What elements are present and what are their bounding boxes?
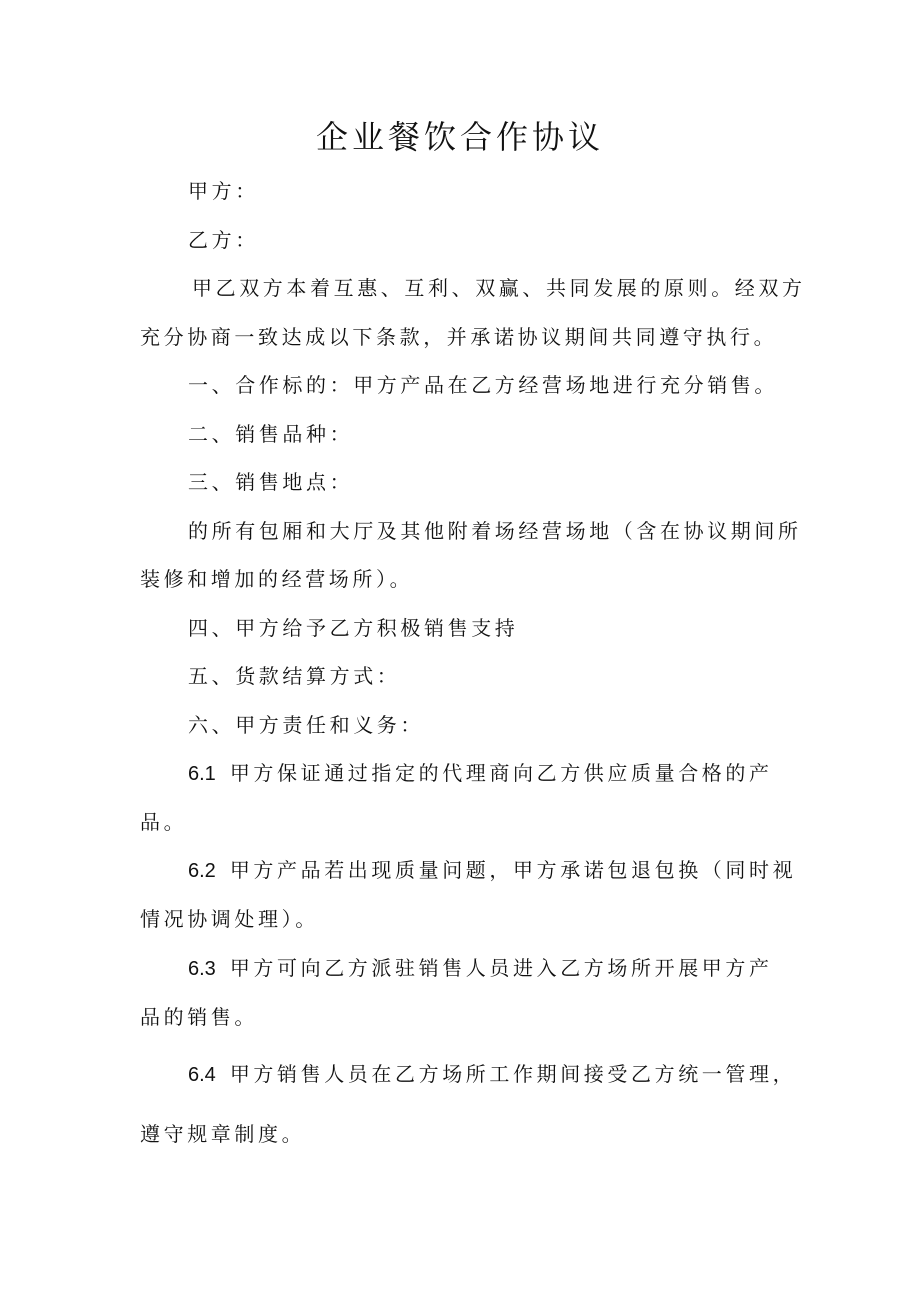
item-6-4-line-1: [188, 1059, 796, 1090]
item-6-1-line-1: [188, 758, 773, 789]
clause-3-detail-line-2: 装修和增加的经营场所）。: [140, 567, 414, 591]
item-text: 甲方可向乙方派驻销售人员进入乙方场所开展甲方产: [229, 956, 773, 980]
item-text: 甲方销售人员在乙方场所工作期间接受乙方统一管理，: [229, 1062, 797, 1086]
item-6-4-line-2: 遵守规章制度。: [140, 1122, 306, 1146]
document-title: 企业餐饮合作协议: [315, 118, 604, 156]
item-6-3-line-2: 品的销售。: [140, 1005, 258, 1029]
item-number: 6.2: [188, 860, 216, 882]
item-number: 6.3: [188, 958, 216, 980]
clause-3: 三、销售地点：: [188, 470, 354, 494]
clause-1: 一、合作标的：甲方产品在乙方经营场地进行充分销售。: [188, 373, 778, 397]
party-b-label: 乙方：: [188, 228, 259, 252]
clause-4: 四、甲方给予乙方积极销售支持: [188, 616, 519, 640]
intro-line-1: 甲乙双方本着互惠、互利、双赢、共同发展的原则。经双方: [192, 276, 806, 300]
item-text: 甲方产品若出现质量问题，甲方承诺包退包换（同时视: [229, 858, 797, 882]
item-6-2-line-1: [188, 855, 796, 886]
item-6-1-line-2: 品。: [140, 810, 188, 834]
item-6-3-line-1: [188, 953, 773, 984]
clause-3-detail-line-1: 的所有包厢和大厅及其他附着场经营场地（含在协议期间所: [188, 519, 802, 543]
item-6-2-line-2: 情况协调处理）。: [140, 907, 319, 931]
clause-2: 二、销售品种：: [188, 422, 354, 446]
item-text: 甲方保证通过指定的代理商向乙方供应质量合格的产: [229, 761, 773, 785]
party-a-label: 甲方：: [188, 179, 259, 203]
intro-line-2: 充分协商一致达成以下条款，并承诺协议期间共同遵守执行。: [140, 325, 778, 349]
clause-6: 六、甲方责任和义务：: [188, 713, 424, 737]
item-number: 6.4: [188, 1064, 216, 1086]
item-number: 6.1: [188, 763, 216, 785]
clause-5: 五、货款结算方式：: [188, 664, 401, 688]
